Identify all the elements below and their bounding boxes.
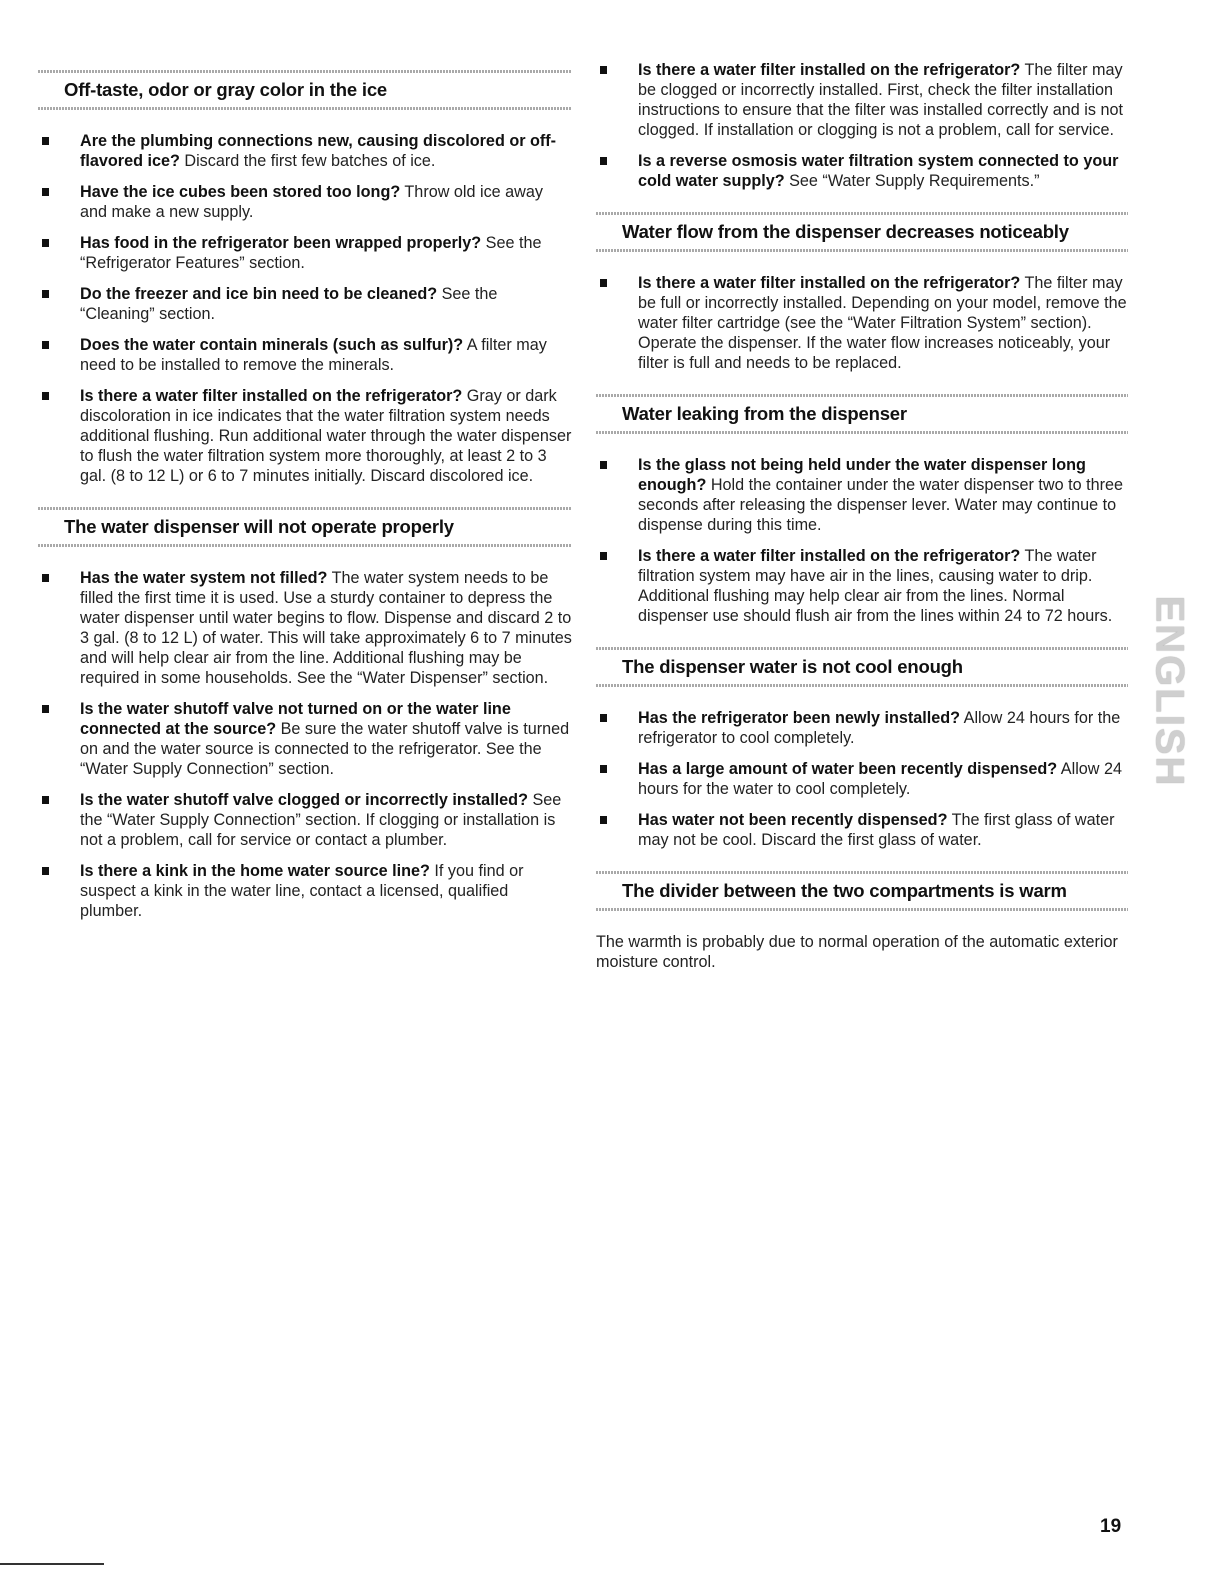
section-title: The water dispenser will not operate properly [64, 516, 454, 537]
square-bullet-icon [600, 157, 607, 165]
page-number: 19 [1100, 1516, 1122, 1537]
question-text: Is there a water filter installed on the refrigerator? [638, 274, 1021, 292]
troubleshooting-list [596, 708, 1128, 850]
list-item [596, 60, 1128, 140]
dotted-rule [596, 684, 1128, 687]
dotted-rule [596, 431, 1128, 434]
answer-text: The filter may be full or incorrectly installed. Depending on your model, remove the water filter cartridge (see the “Water Filtration System” section). Operate the dispenser. If the water flow increases noticeably, your filter is full and needs to be replaced. [638, 274, 1127, 372]
section-divider-warm [596, 861, 1128, 972]
answer-text: Allow 24 hours for the refrigerator to cool completely. [638, 709, 1121, 747]
dotted-rule [596, 647, 1128, 650]
list-item [38, 284, 572, 324]
section-header [38, 497, 572, 556]
dotted-rule [596, 249, 1128, 252]
side-tab-label: ENGLISH [1147, 595, 1192, 787]
list-item [596, 455, 1128, 535]
section-title: The divider between the two compartments is warm [622, 880, 1067, 901]
question-text: Is there a water filter installed on the refrigerator? [638, 547, 1021, 565]
question-text: Are the plumbing connections new, causing discolored or off-flavored ice? [80, 132, 557, 170]
answer-text: If you find or suspect a kink in the water line, contact a licensed, qualified plumber. [80, 862, 524, 920]
list-item [38, 699, 572, 779]
section-header [596, 202, 1128, 261]
question-text: Is there a water filter installed on the refrigerator? [638, 61, 1021, 79]
answer-text: Hold the container under the water dispenser two to three seconds after releasing the dispenser lever. Water may continue to dispense during this time. [638, 476, 1123, 534]
answer-text: Gray or dark discoloration in ice indicates that the water filtration system needs additional flushing. Run additional water through the water dispenser to flush the water filtration system more thoroughly, at least 2 to 3 gal. (8 to 12 L) or 6 to 7 minutes initially. Discard discolored ice. [80, 387, 572, 485]
question-text: Has the water system not filled? [80, 569, 328, 587]
question-text: Has food in the refrigerator been wrapped properly? [80, 234, 482, 252]
answer-text: See the “Refrigerator Features” section. [80, 234, 542, 272]
list-item [38, 861, 572, 921]
list-item [38, 335, 572, 375]
section-water-dispenser [38, 497, 572, 921]
list-item [38, 790, 572, 850]
list-item [596, 151, 1128, 191]
list-item [38, 568, 572, 688]
troubleshooting-list [38, 131, 572, 486]
question-text: Has a large amount of water been recently dispensed? [638, 760, 1058, 778]
list-item [38, 182, 572, 222]
question-text: Is there a kink in the home water source line? [80, 862, 430, 880]
square-bullet-icon [600, 816, 607, 824]
dotted-rule [38, 507, 572, 510]
square-bullet-icon [42, 574, 49, 582]
square-bullet-icon [600, 765, 607, 773]
square-bullet-icon [600, 552, 607, 560]
section-water-flow [596, 202, 1128, 373]
section-title: Water flow from the dispenser decreases noticeably [622, 221, 1069, 242]
section-water-leaking [596, 384, 1128, 626]
square-bullet-icon [42, 796, 49, 804]
question-text: Is the glass not being held under the water dispenser long enough? [638, 456, 1086, 494]
footer-rule [0, 1563, 104, 1565]
dotted-rule [38, 70, 572, 73]
troubleshooting-list [38, 568, 572, 921]
answer-text: The water system needs to be filled the first time it is used. Use a sturdy container to depress the water dispenser until water begins to flow. Dispense and discard 2 to 3 gal. (8 to 12 L) of water. This will take approximately 6 to 7 minutes and will help clear air from the line. Additional flushing may be required in some households. See the “Water Dispenser” section. [80, 569, 572, 687]
list-item [596, 546, 1128, 626]
left-column [38, 60, 572, 932]
continued-list [596, 60, 1128, 191]
answer-text: The first glass of water may not be cool. Discard the first glass of water. [638, 811, 1115, 849]
answer-text: The water filtration system may have air in the lines, causing water to drip. Additional flushing may help clear air from the lines. Normal dispenser use should flush air from the lines within 24 to 72 hours. [638, 547, 1113, 625]
answer-text: The filter may be clogged or incorrectly installed. First, check the filter installation instructions to ensure that the filter was installed correctly and is not clogged. If installation or clogging is not a problem, call for service. [638, 61, 1123, 139]
section-title: Water leaking from the dispenser [622, 403, 907, 424]
troubleshooting-list [596, 455, 1128, 626]
list-item [596, 273, 1128, 373]
question-text: Is the water shutoff valve clogged or incorrectly installed? [80, 791, 528, 809]
square-bullet-icon [42, 392, 49, 400]
question-text: Does the water contain minerals (such as sulfur)? [80, 336, 464, 354]
section-header [596, 384, 1128, 443]
list-item [596, 810, 1128, 850]
square-bullet-icon [600, 66, 607, 74]
section-off-taste [38, 60, 572, 486]
question-text: Have the ice cubes been stored too long? [80, 183, 401, 201]
list-item [38, 131, 572, 171]
square-bullet-icon [600, 279, 607, 287]
language-side-tab [1147, 566, 1192, 816]
answer-text: See the “Cleaning” section. [80, 285, 498, 323]
square-bullet-icon [42, 188, 49, 196]
question-text: Is there a water filter installed on the refrigerator? [80, 387, 463, 405]
answer-text: Be sure the water shutoff valve is turned on and the water source is connected to the refrigerator. See the “Water Supply Connection” section. [80, 720, 570, 778]
answer-text: See the “Water Supply Connection” section. If clogging or installation is not a problem, call for service or contact a plumber. [80, 791, 562, 849]
dotted-rule [596, 871, 1128, 874]
list-item [596, 759, 1128, 799]
section-title: Off-taste, odor or gray color in the ice [64, 79, 387, 100]
question-text: Has the refrigerator been newly installed? [638, 709, 961, 727]
square-bullet-icon [42, 705, 49, 713]
answer-text: Discard the first few batches of ice. [179, 152, 436, 170]
dotted-rule [596, 908, 1128, 911]
section-header [596, 861, 1128, 920]
list-item [596, 708, 1128, 748]
square-bullet-icon [42, 239, 49, 247]
question-text: Is a reverse osmosis water filtration system connected to your cold water supply? [638, 152, 1119, 190]
dotted-rule [596, 394, 1128, 397]
right-column [596, 60, 1128, 972]
section-paragraph: The warmth is probably due to normal operation of the automatic exterior moisture control. [596, 933, 1118, 971]
question-text: Has water not been recently dispensed? [638, 811, 948, 829]
square-bullet-icon [600, 714, 607, 722]
answer-text: Allow 24 hours for the water to cool completely. [638, 760, 1122, 798]
question-text: Do the freezer and ice bin need to be cleaned? [80, 285, 438, 303]
square-bullet-icon [42, 137, 49, 145]
dotted-rule [596, 212, 1128, 215]
question-text: Is the water shutoff valve not turned on or the water line connected at the source? [80, 700, 511, 738]
square-bullet-icon [42, 290, 49, 298]
section-header [38, 60, 572, 119]
section-water-not-cool [596, 637, 1128, 850]
answer-text: Throw old ice away and make a new supply. [80, 183, 543, 221]
dotted-rule [38, 107, 572, 110]
square-bullet-icon [42, 341, 49, 349]
troubleshooting-list [596, 273, 1128, 373]
square-bullet-icon [600, 461, 607, 469]
list-item [38, 233, 572, 273]
dotted-rule [38, 544, 572, 547]
list-item [38, 386, 572, 486]
section-title: The dispenser water is not cool enough [622, 656, 963, 677]
answer-text: See “Water Supply Requirements.” [784, 172, 1040, 190]
section-header [596, 637, 1128, 696]
square-bullet-icon [42, 867, 49, 875]
answer-text: A filter may need to be installed to remove the minerals. [80, 336, 547, 374]
